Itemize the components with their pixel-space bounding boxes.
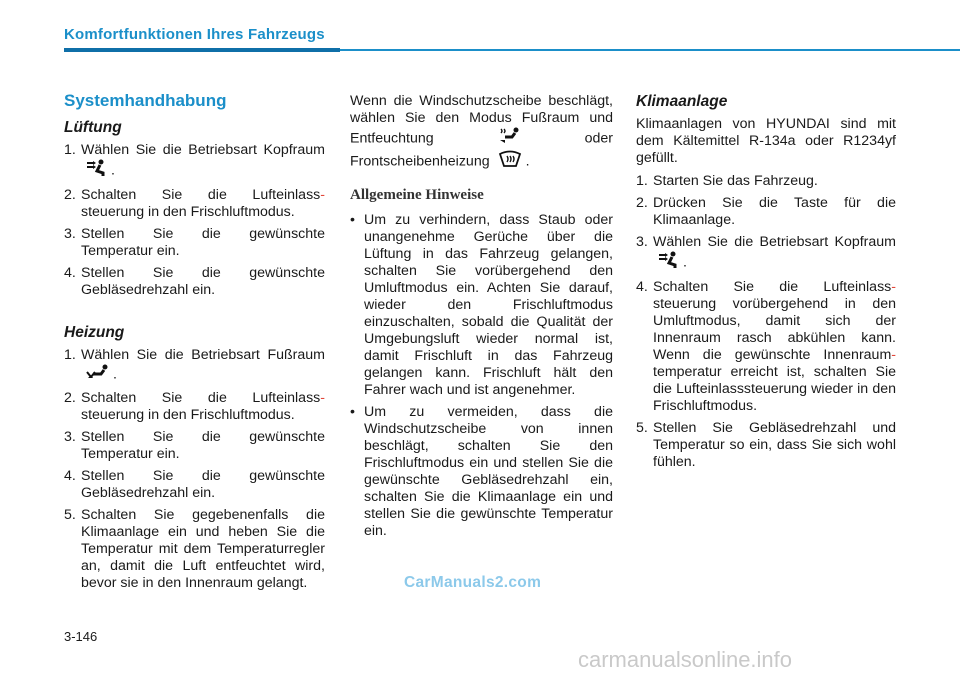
general-notes-title: Allgemeine Hinweise [350,187,484,203]
defog-paragraph: Wenn die Windschutzscheibe beschlägt, wählen Sie den Modus Fußraum und Entfeuchtung oder Frontscheibenheizung . [350,93,613,173]
lueftung-steps [64,142,325,299]
list-item: 5. Stellen Sie Gebläsedrehzahl und Temperatur so ein, dass Sie sich wohl fühlen. [636,420,896,470]
section-title: Systemhandhabung [64,91,227,110]
list-item: 3. Stellen Sie die gewünschte Temperatur ein. [64,226,325,259]
subsection-title-lueftung: Lüftung [64,119,122,136]
page-number: 3-146 [64,629,98,644]
face-vent-icon [85,159,107,182]
list-item: 1. Wählen Sie die Betriebsart Fußraum . [64,347,325,385]
list-item: 2. Schalten Sie die Lufteinlass- steuerung in den Frischluftmodus. [64,390,325,423]
column-1 [64,92,325,597]
list-item: 5. Schalten Sie gegebenenfalls die Klimaanlage ein und heben Sie die Temperatur mit dem Temperaturregler an, damit die Luft entfeuchtet wird, bevor sie in den Innenraum gelangt. [64,507,325,591]
list-item: • Um zu verhindern, dass Staub oder unangenehme Gerüche über die Lüftung in das Fahrzeug gelangen, schalten Sie vorübergehend den Umluftmodus ein. Achten Sie darauf, wieder den Frischluftmodus einzuschalten, sobald die Qualität der Umgebungsluft wieder normal ist, damit Frischluft in das Fahrzeug gelangen kann. Frischluft hält den Fahrer wach und ist angenehmer. [350,212,613,398]
list-item: 4. Stellen Sie die gewünschte Gebläsedrehzahl ein. [64,265,325,298]
header-rule [64,49,960,51]
list-item: 3. Wählen Sie die Betriebsart Kopfraum . [636,234,896,274]
list-item: 1. Wählen Sie die Betriebsart Kopfraum . [64,142,325,182]
list-item: 2. Schalten Sie die Lufteinlass- steuerung in den Frischluftmodus. [64,187,325,220]
list-item: • Um zu vermeiden, dass die Windschutzscheibe von innen beschlägt, schalten Sie den Frischluftmodus ein und stellen Sie die gewünschte Gebläsedrehzahl ein, schalten Sie die Klimaanlage ein und stellen Sie die gewünschte Temperatur ein. [350,404,613,539]
windshield-defrost-icon [498,150,522,173]
heizung-steps [64,347,325,592]
face-vent-icon [657,251,679,274]
list-item: 1. Starten Sie das Fahrzeug. [636,173,818,189]
ac-steps [636,173,896,471]
list-item: 4. Stellen Sie die gewünschte Gebläsedrehzahl ein. [64,468,325,501]
floor-defrost-icon [498,127,520,150]
watermark-carmanuals2: CarManuals2.com [404,574,542,591]
column-3 [636,93,896,476]
floor-vent-icon [85,364,109,385]
list-item: 2. Drücken Sie die Taste für die Klimaanlage. [636,195,896,228]
watermark-carmanualsonline: carmanualsonline.info [578,647,793,672]
subsection-title-klimaanlage: Klimaanlage [636,93,728,110]
list-item: 3. Stellen Sie die gewünschte Temperatur ein. [64,429,325,462]
running-header: Komfortfunktionen Ihres Fahrzeugs [64,26,325,43]
column-2 [350,93,613,545]
list-item: 4. Schalten Sie die Lufteinlass- steuerung vorübergehend in den Umluftmodus, damit sich der Innenraum rasch abkühlen kann. Wenn die gewünschte Innenraum- temperatur erreicht ist, schalten Sie die Lufteinlasssteuerung wieder in den Frischluftmodus. [636,279,896,414]
subsection-title-heizung: Heizung [64,324,125,341]
general-notes-list [350,212,613,540]
ac-intro: Klimaanlagen von HYUNDAI sind mit dem Kältemittel R-134a oder R1234yf gefüllt. [636,116,896,166]
